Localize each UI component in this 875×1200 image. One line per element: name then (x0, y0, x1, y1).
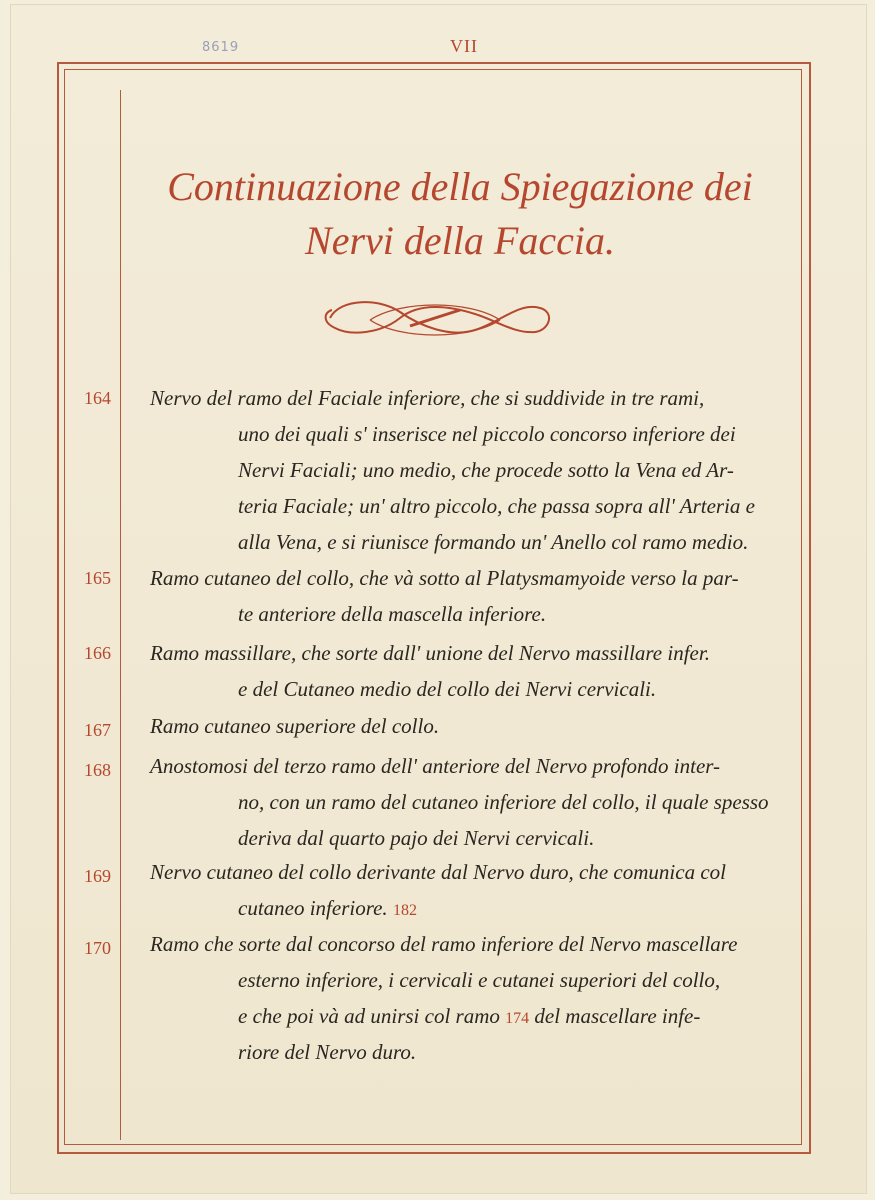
entry-line (150, 998, 800, 1034)
entry-line: Ramo cutaneo del collo, che và sotto al Platysmamyoide verso la par- (150, 566, 739, 590)
page-title (140, 160, 780, 268)
entry-line: te anteriore della mascella inferiore. (238, 602, 547, 626)
entry-line: Ramo massillare, che sorte dall' unione del Nervo massillare infer. (150, 641, 710, 665)
entry-line: Ramo cutaneo superiore del collo. (150, 714, 440, 738)
entry-line (150, 890, 800, 926)
folio-number: VII (450, 36, 478, 56)
entry-170 (150, 926, 800, 1070)
entry-number-166: 166 (84, 643, 111, 663)
calligraphic-flourish-icon (310, 290, 560, 346)
cross-reference: 174 (505, 1010, 530, 1027)
title-line-1: Continuazione della Spiegazione dei (167, 164, 753, 209)
entry-line: Nervi Faciali; uno medio, che procede sotto la Vena ed Ar- (238, 458, 734, 482)
entry-line: Nervo cutaneo del collo derivante dal Nervo duro, che comunica col (150, 860, 726, 884)
entry-164 (150, 380, 800, 560)
shelfmark-pencil: 8619 (202, 40, 240, 55)
entry-169 (150, 854, 800, 926)
entry-number-167: 167 (84, 720, 111, 740)
entry-line: no, con un ramo del cutaneo inferiore del collo, il quale spesso (238, 790, 769, 814)
entry-number-164: 164 (84, 388, 111, 408)
entry-line: riore del Nervo duro. (238, 1040, 417, 1064)
entry-line: esterno inferiore, i cervicali e cutanei superiori del collo, (238, 968, 721, 992)
entry-line: uno dei quali s' inserisce nel piccolo concorso inferiore dei (238, 422, 736, 446)
entry-line: Nervo del ramo del Faciale inferiore, che si suddivide in tre rami, (150, 386, 705, 410)
entry-line-text: e che poi và ad unirsi col ramo (238, 1004, 500, 1028)
entry-number-169: 169 (84, 866, 111, 886)
entry-line-tail: del mascellare infe- (534, 1004, 701, 1028)
entry-line: Ramo che sorte dal concorso del ramo inferiore del Nervo mascellare (150, 932, 738, 956)
entry-166 (150, 635, 800, 707)
entry-line: e del Cutaneo medio del collo dei Nervi cervicali. (238, 677, 657, 701)
entry-number-170: 170 (84, 938, 111, 958)
entry-168 (150, 748, 800, 856)
cross-reference: 182 (392, 902, 417, 919)
entry-line: alla Vena, e si riunisce formando un' Anello col ramo medio. (238, 530, 749, 554)
title-line-2: Nervi della Faccia. (305, 218, 615, 263)
margin-rule (120, 90, 121, 1140)
entry-line: teria Faciale; un' altro piccolo, che passa sopra all' Arteria e (238, 494, 756, 518)
entry-165 (150, 560, 800, 632)
entry-line-text: cutaneo inferiore. (238, 896, 388, 920)
entry-line: deriva dal quarto pajo dei Nervi cervicali. (238, 826, 595, 850)
entry-number-168: 168 (84, 760, 111, 780)
entry-167 (150, 708, 800, 744)
entry-number-165: 165 (84, 568, 111, 588)
entry-line: Anostomosi del terzo ramo dell' anteriore del Nervo profondo inter- (150, 754, 721, 778)
